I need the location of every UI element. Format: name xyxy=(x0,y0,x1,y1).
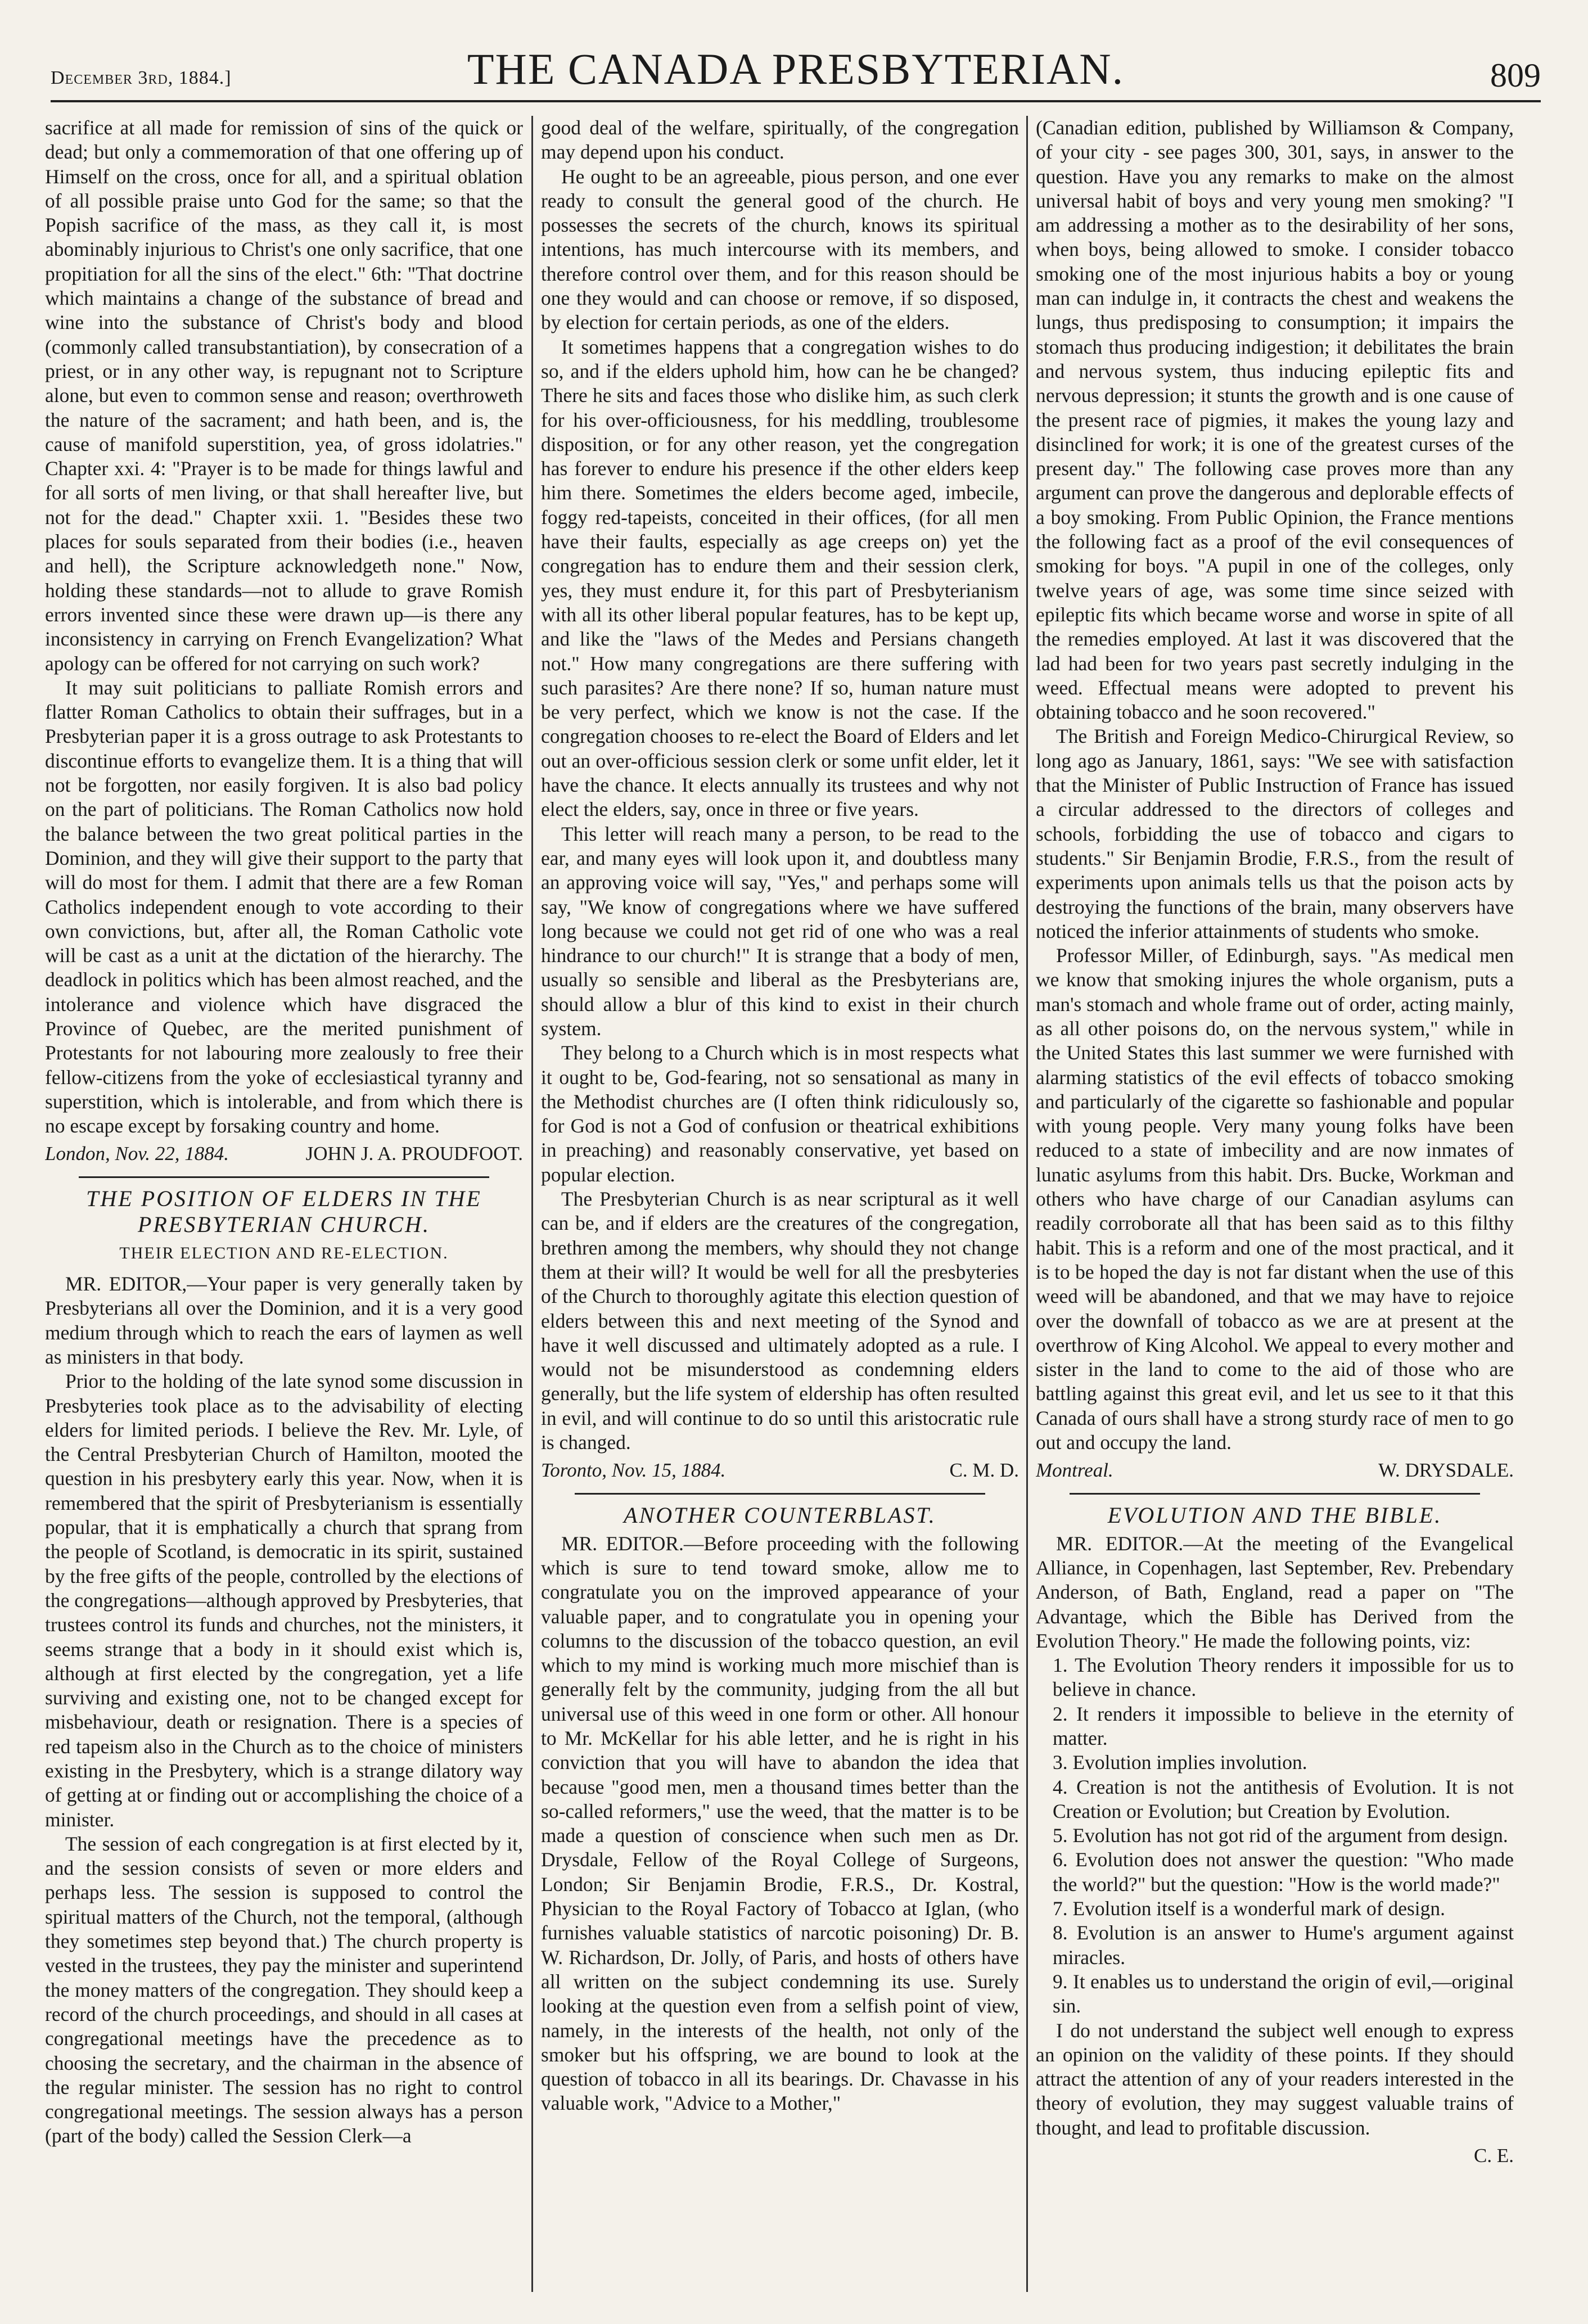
issue-date: December 3rd, 1884.] xyxy=(51,67,232,88)
paragraph: MR. EDITOR.—Before proceeding with the following which is sure to tend toward smoke, allow me to congratulate you on the improved appearance of your valuable paper, and to congratulate you in opening your columns to the discussion of the tobacco question, an evil which to my mind is working much more mischief than is generally felt by the community, judging from the all but universal use of this weed in one form or other. All honour to Mr. McKellar for his able letter, and he is right in his conviction that you will have to abandon the idea that because "good men, men a thousand times better than the so-called reformers," use the weed, that the matter is to be made a question of conscience when such men as Dr. Drysdale, Fellow of the Royal College of Surgeons, London; Sir Benjamin Brodie, F.R.S., Dr. Kostral, Physician to the Royal Factory of Tobacco at Iglan, (who furnishes valuable statistics of narcotic poisoning) Dr. B. W. Richardson, Dr. Jolly, of Paris, and hosts of others have all written on the subject condemning its use. Surely looking at the question even from a selfish point of view, namely, in the interests of the health, not only of the smoker but his offspring, we are bound to look at the question of tobacco in all its bearings. Dr. Chavasse in his valuable work, "Advice to a Mother," xyxy=(541,1532,1019,2115)
paragraph: (Canadian edition, published by Williamson & Company, of your city - see pages 300, 301, says, in answer to the question. Have you any remarks to make on the almost universal habit of boys and very young men smoking? "I am addressing a mother as to the desirability of her sons, when boys, being allowed to smoke. I consider tobacco smoking one of the most injurious habits a boy or young man can indulge in, it contracts the chest and weakens the lungs, thus predisposing to consumption; it impairs the stomach thus producing indigestion; it debilitates the brain and nervous system, thus inducing epileptic fits and nervous depression; it stunts the growth and is one cause of the present race of pigmies, it makes the young lazy and disinclined for work; it is one of the greatest curses of the present day." The following case proves more than any argument can prove the dangerous and deplorable effects of a boy smoking. From Public Opinion, the France mentions the following fact as a proof of the evil consequences of smoking for boys. "A pupil in one of the colleges, only twelve years of age, was some time since seized with epileptic fits which became worse and worse in spite of all the remedies employed. At last it was discovered that the lad had been for two years past secretly indulging in the weed. Effectual means were adopted to prevent his obtaining tobacco and he soon recovered." xyxy=(1036,116,1514,724)
signature-name: JOHN J. A. PROUDFOOT. xyxy=(305,1143,523,1165)
paragraph: Professor Miller, of Edinburgh, says. "As medical men we know that smoking injures the whole organism, puts a man's stomach and whole frame out of order, acting mainly, as all other poisons do, on the nervous system," while in the United States this last summer we were furnished with alarming statistics of the evil effects of tobacco smoking and particularly of the cigarette so fashionable and popular with young people. Very many young folks have been reduced to a state of imbecility and are now inmates of lunatic asylums from this habit. Drs. Bucke, Workman and others who have charge of our Canadian asylums can readily corroborate all that has been said as to this filthy habit. This is a reform and one of the most practical, and it is to be hoped the day is not far distant when the use of this weed will be abandoned, and that we may have to rejoice over the downfall of tobacco as we are at present at the overthrow of King Alcohol. We appeal to every mother and sister in the land to come to the aid of those who are battling against this great evil, and let us see to it that this Canada of ours shall have a strong sturdy race of men to go out and occupy the land. xyxy=(1036,944,1514,1454)
signature-place: London, Nov. 22, 1884. xyxy=(45,1143,229,1165)
column-divider-right xyxy=(1026,116,1028,2292)
list-item: 1. The Evolution Theory renders it impossible for us to believe in chance. xyxy=(1053,1654,1514,1701)
paragraph: He ought to be an agreeable, pious person, and one ever ready to consult the general good of the church. He possesses the secrets of the church, knows its spiritual intentions, has much intercourse with its members, and therefore control over them, and for this reason should be one they would and can choose or remove, if so disposed, by election for certain periods, as one of the elders. xyxy=(541,165,1019,334)
section-divider xyxy=(1070,1493,1480,1495)
paragraph: I do not understand the subject well enough to express an opinion on the validity of these points. If they should attract the attention of any of your readers interested in the theory of evolution, they may suggest valuable trains of thought, and lead to profitable discussion. xyxy=(1036,2019,1514,2139)
list-item: 2. It renders it impossible to believe in the eternity of matter. xyxy=(1053,1702,1514,1749)
article-title-elders: THE POSITION OF ELDERS IN THE PRESBYTERIAN CHURCH. xyxy=(86,1185,482,1237)
paragraph: It may suit politicians to palliate Romish errors and flatter Roman Catholics to obtain their suffrages, but in a Presbyterian paper it is a gross outrage to ask Protestants to discontinue efforts to evangelize them. It is a thing that will not be forgotten, nor easily forgiven. It is also bad policy on the part of politicians. The Roman Catholics now hold the balance between the two great political parties in the Dominion, and they will give their support to the party that will do most for them. I admit that there are a few Roman Catholics independent enough to vote according to their own convictions, but, after all, the Roman Catholic vote will be cast as a unit at the dictation of the hierarchy. The deadlock in politics which has been almost reached, and the intolerance and violence which have disgraced the Province of Quebec, are the merited punishment of Protestants for not labouring more zealously to free their fellow-citizens from the yoke of ecclesiastical tyranny and superstition, which is intolerable, and from which there is no escape except by forsaking country and home. xyxy=(45,676,523,1138)
column-divider-left xyxy=(531,116,533,2292)
signature-place: Montreal. xyxy=(1036,1459,1113,1482)
signature-place: Toronto, Nov. 15, 1884. xyxy=(541,1459,726,1482)
signature-drysdale xyxy=(1036,1458,1514,1482)
paragraph: good deal of the welfare, spiritually, of the congregation may depend upon his conduct. xyxy=(541,116,1019,164)
page-header xyxy=(51,34,1541,96)
header-rule xyxy=(51,100,1541,102)
paragraph: sacrifice at all made for remission of sins of the quick or dead; but only a commemoration of that one offering up of Himself on the cross, once for all, and a spiritual oblation of all possible praise unto God for the same; so that the Popish sacrifice of the mass, as they call it, is most abominably injurious to Christ's one only sacrifice, that one propitiation for all the sins of the elect." 6th: "That doctrine which maintains a change of the substance of bread and wine into the substance of Christ's body and blood (commonly called transubstantiation), by consecration of a priest, or in any other way, is repugnant not to Scripture alone, but even to common sense and reason; overthroweth the nature of the sacrament; and hath been, and is, the cause of manifold superstition, yea, of gross idolatries." Chapter xxi. 4: "Prayer is to be made for things lawful and for all sorts of men living, or that shall hereafter live, but not for the dead." Chapter xxii. 1. "Besides these two places for souls separated from their bodies (i.e., heaven and hell), the Scripture acknowledgeth none." Now, holding these standards—not to allude to grave Romish errors invented since these were drawn up—is there any inconsistency in carrying on French Evangelization? What apology can be offered for not carrying on such work? xyxy=(45,116,523,675)
signature-cmd xyxy=(541,1458,1019,1482)
page-number: 809 xyxy=(1490,57,1541,94)
column-2 xyxy=(541,116,1019,2292)
article-title-evolution: EVOLUTION AND THE BIBLE. xyxy=(1107,1502,1442,1528)
column-1 xyxy=(45,116,523,2292)
paragraph: The British and Foreign Medico-Chirurgical Review, so long ago as January, 1861, says: "We see with satisfaction that the Minister of Public Instruction of France has issued a circular addressed to the directors of colleges and schools, forbidding the use of tobacco and cigars to students." Sir Benjamin Brodie, F.R.S., from the result of experiments upon animals tells us that the poison acts by destroying the functions of the brain, many observers have noticed the inferior attainments of students who smoke. xyxy=(1036,725,1514,942)
column-3 xyxy=(1036,116,1514,2292)
section-divider xyxy=(575,1493,985,1495)
signature-ce xyxy=(1036,2144,1514,2168)
signature-name: W. DRYSDALE. xyxy=(1378,1459,1514,1482)
list-item: 5. Evolution has not got rid of the argument from design. xyxy=(1053,1824,1508,1847)
paragraph: It sometimes happens that a congregation wishes to do so, and if the elders uphold him, how can he be changed? There he sits and faces those who dislike him, as such clerk for his over-officiousness, for his meddling, troublesome disposition, or for any other reason, yet the congregation has forever to endure his presence if the other elders keep him there. Sometimes the elders become aged, imbecile, foggy red-tapeists, conceited in their offices, (for all men have their faults, especially as age creeps on) yet the congregation has to endure them and their session clerk, yes, they must endure it, for this part of Presbyterianism with all its other liberal popular features, has to be kept up, and like the "laws of the Medes and Persians changeth not." How many congregations are there suffering with such parasites? Are there none? If so, human nature must be very perfect, which we know is not the case. If the congregation chooses to re-elect the Board of Elders and let out an over-officious session clerk or some unfit elder, let it have the chance. It elects annually its trustees and why not elect the elders, say, once in three or five years. xyxy=(541,335,1019,821)
paragraph: The session of each congregation is at first elected by it, and the session consists of seven or more elders and perhaps less. The session is supposed to control the spiritual matters of the Church, not the temporal, (although they sometimes step beyond that.) The church property is vested in the trustees, they pay the minister and superintend the money matters of the congregation. They should keep a record of the church proceedings, and should in all cases at congregational meetings have the precedence as to choosing the secretary, and the chairman in the absence of the regular minister. The session has no right to control congregational meetings. The session always has a person (part of the body) called the Session Clerk—a xyxy=(45,1832,523,2147)
article-title-counterblast: ANOTHER COUNTERBLAST. xyxy=(624,1502,936,1528)
list-item: 6. Evolution does not answer the question: "Who made the world?" but the question: "How is the world made?" xyxy=(1053,1848,1514,1896)
signature-initials: C. M. D. xyxy=(949,1459,1019,1482)
section-divider xyxy=(79,1176,489,1178)
paragraph: This letter will reach many a person, to be read to the ear, and many eyes will look upon it, and doubtless many an approving voice will say, "Yes," and perhaps some will say, "We know of congregations where we have suffered long because we could not get rid of one who was a real hindrance to our church!" It is strange that a body of men, usually so sensible and liberal as the Presbyterians are, should allow a blur of this kind to exist in their church system. xyxy=(541,822,1019,1040)
list-item: 8. Evolution is an answer to Hume's argument against miracles. xyxy=(1053,1921,1514,1969)
list-item: 9. It enables us to understand the origin of evil,—original sin. xyxy=(1053,1970,1514,2018)
paragraph: The Presbyterian Church is as near scriptural as it well can be, and if elders are the creatures of the congregation, brethren among the members, why should they not change them at their will? It would be well for all the presbyteries of the Church to thoroughly agitate this election question of elders between this and next meeting of the Synod and have it well discussed and ultimately adopted as a rule. I would not be misunderstood as condemning elders generally, but the life system of eldership has often resulted in evil, and will continue to do so until this aristocratic rule is changed. xyxy=(541,1188,1019,1454)
signature-initials: C. E. xyxy=(1474,2145,1514,2167)
article-subtitle-elders: THEIR ELECTION AND RE-ELECTION. xyxy=(119,1243,449,1262)
list-item: 4. Creation is not the antithesis of Evolution. It is not Creation or Evolution; but Creation by Evolution. xyxy=(1053,1775,1514,1822)
masthead-title: THE CANADA PRESBYTERIAN. xyxy=(467,44,1125,93)
paragraph: They belong to a Church which is in most respects what it ought to be, God-fearing, not so sensational as many in the Methodist churches are (I often think ridiculously so, for God is not a God of confusion or theatrical exhibitions in preaching) and reasonably conservative, yet based on popular election. xyxy=(541,1041,1019,1186)
signature-proudfoot xyxy=(45,1141,523,1166)
evolution-points-list xyxy=(1036,1653,1514,2018)
paragraph: MR. EDITOR.—At the meeting of the Evangelical Alliance, in Copenhagen, last September, Rev. Prebendary Anderson, of Bath, England, read a paper on "The Advantage, which the Bible has Derived from the Evolution Theory." He made the following points, viz: xyxy=(1036,1532,1514,1652)
paragraph: Prior to the holding of the late synod some discussion in Presbyteries took place as to the advisability of electing elders for limited periods. I believe the Rev. Mr. Lyle, of the Central Presbyterian Church of Hamilton, mooted the question in his presbytery early this year. Now, when it is remembered that the spirit of Presbyterianism is essentially popular, that it is emphatically a church that sprang from the people of Scotland, is democratic in its spirit, sustained by the free gifts of the people, controlled by the elections of the congregations—although approved by Presbyteries, that trustees control its funds and churches, not the ministers, it seems strange that a body in it should exist which is, although at first elected by the congregation, yet a life surviving and existing one, not to be changed except for misbehaviour, death or resignation. There is a species of red tapeism also in the Church as to the choice of ministers existing in the Presbytery, which is a strange dilatory way of getting at or finding out or accomplishing the choice of a minister. xyxy=(45,1370,523,1831)
paragraph: MR. EDITOR,—Your paper is very generally taken by Presbyterians all over the Dominion, and it is a very good medium through which to reach the ears of laymen as well as ministers in that body. xyxy=(45,1272,523,1368)
list-item: 7. Evolution itself is a wonderful mark of design. xyxy=(1053,1897,1446,1920)
list-item: 3. Evolution implies involution. xyxy=(1053,1751,1307,1774)
